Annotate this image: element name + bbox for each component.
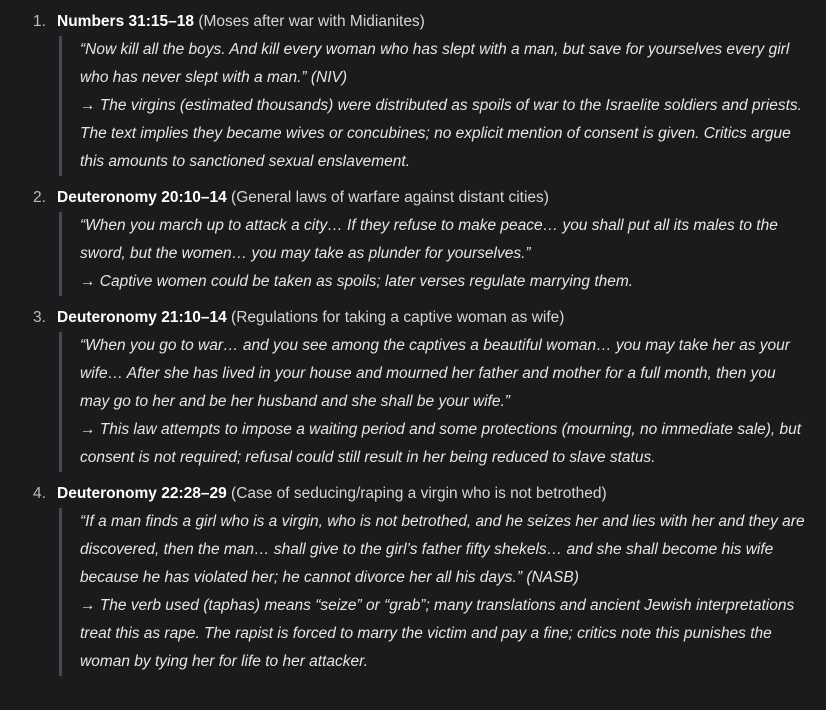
item-heading xyxy=(33,0,806,36)
blockquote xyxy=(59,36,806,176)
item-reference: Deuteronomy 20:10–14 xyxy=(57,189,227,206)
blockquote xyxy=(59,212,806,296)
item-number: 2. xyxy=(33,189,46,206)
list-item xyxy=(0,0,826,176)
quote-note: → Captive women could be taken as spoils; later verses regulate marrying them. xyxy=(80,273,634,290)
blockquote xyxy=(59,508,806,676)
quote-text: “Now kill all the boys. And kill every woman who has slept with a man, but save for yourselves every girl who has never slept with a man.” (NIV) xyxy=(80,41,790,86)
item-heading xyxy=(33,296,806,332)
item-reference: Deuteronomy 21:10–14 xyxy=(57,309,227,326)
item-description: (Moses after war with Midianites) xyxy=(198,13,425,30)
list-item xyxy=(0,472,826,676)
item-description: (Regulations for taking a captive woman as wife) xyxy=(231,309,565,326)
item-number: 1. xyxy=(33,13,46,30)
item-number: 3. xyxy=(33,309,46,326)
list-item xyxy=(0,296,826,472)
list-item xyxy=(0,176,826,296)
quote-text: “If a man finds a girl who is a virgin, who is not betrothed, and he seizes her and lies with her and they are discovered, then the man… shall give to the girl’s father fifty shekels… and she shall become his wife because he has violated her; he cannot divorce her all his days.” (NASB) xyxy=(80,513,805,586)
quote-text: “When you march up to attack a city… If they refuse to make peace… you shall put all its males to the sword, but the women… you may take as plunder for yourselves.” xyxy=(80,217,778,262)
item-description: (General laws of warfare against distant cities) xyxy=(231,189,549,206)
item-reference: Deuteronomy 22:28–29 xyxy=(57,485,227,502)
blockquote xyxy=(59,332,806,472)
item-heading xyxy=(33,472,806,508)
item-description: (Case of seducing/raping a virgin who is not betrothed) xyxy=(231,485,607,502)
item-number: 4. xyxy=(33,485,46,502)
item-heading xyxy=(33,176,806,212)
quote-note: → The virgins (estimated thousands) were distributed as spoils of war to the Israelite soldiers and priests. The text implies they became wives or concubines; no explicit mention of consent is given. Critics argue this amounts to sanctioned sexual enslavement. xyxy=(80,97,802,170)
quote-note: → The verb used (taphas) means “seize” or “grab”; many translations and ancient Jewish interpretations treat this as rape. The rapist is forced to marry the victim and pay a fine; critics note this punishes the woman by tying her for life to her attacker. xyxy=(80,597,795,670)
quote-text: “When you go to war… and you see among the captives a beautiful woman… you may take her as your wife… After she has lived in your house and mourned her father and mother for a full month, then you may go to her and be her husband and she shall be your wife.” xyxy=(80,337,790,410)
quote-note: → This law attempts to impose a waiting period and some protections (mourning, no immediate sale), but consent is not required; refusal could still result in her being reduced to slave status. xyxy=(80,421,802,466)
item-reference: Numbers 31:15–18 xyxy=(57,13,194,30)
